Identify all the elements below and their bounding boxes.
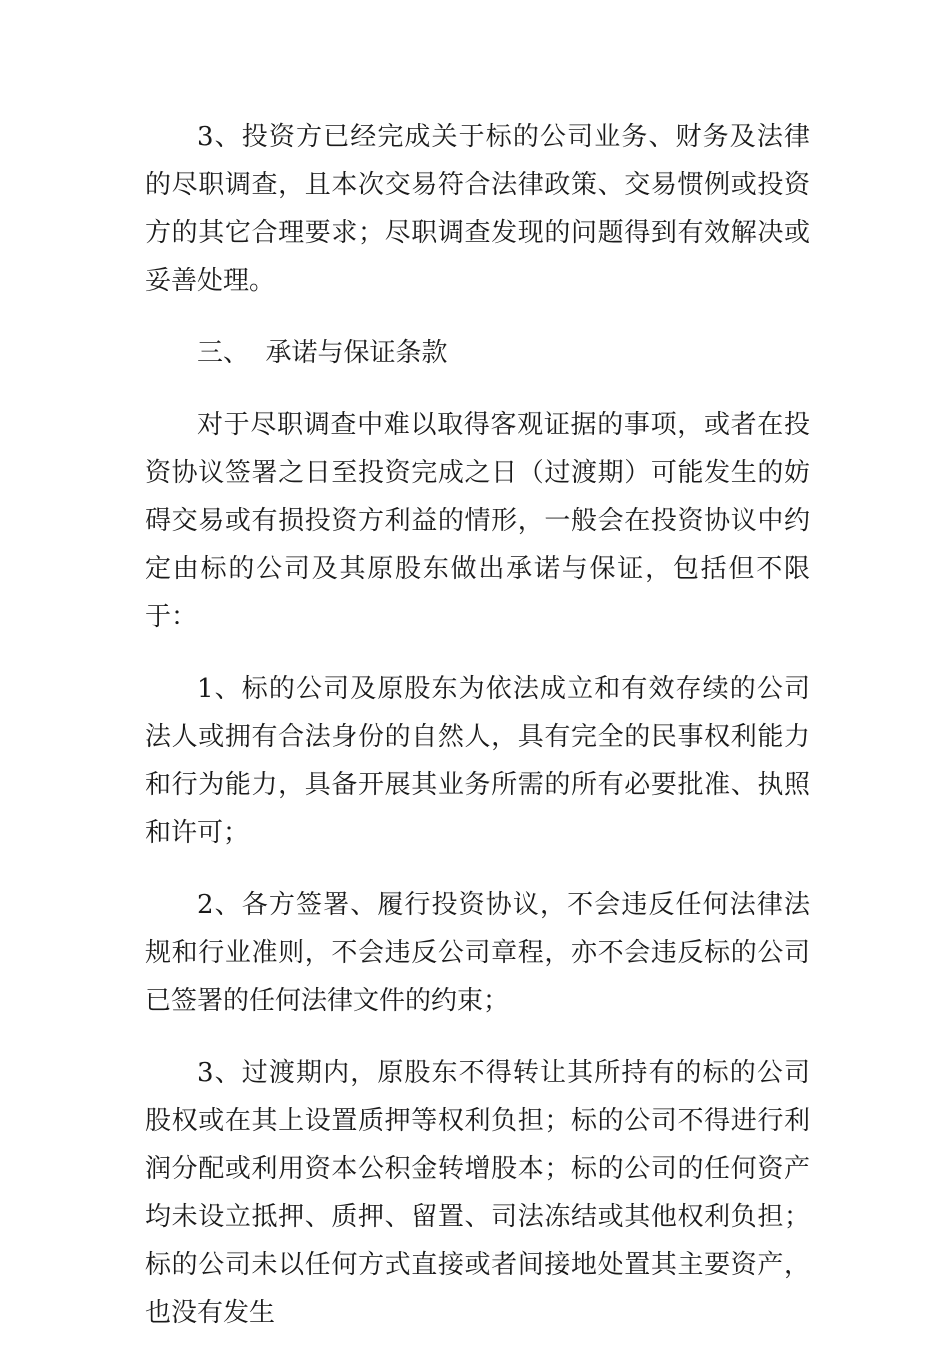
paragraph-due-diligence: 3、投资方已经完成关于标的公司业务、财务及法律的尽职调查，且本次交易符合法律政策、交易惯例或投资方的其它合理要求；尽职调查发现的问题得到有效解决或妥善处理。 [145,122,810,296]
document-body [145,113,810,1361]
paragraph-warranties-intro: 对于尽职调查中难以取得客观证据的事项，或者在投资协议签署之日至投资完成之日（过渡期）可能发生的妨碍交易或有损投资方利益的情形，一般会在投资协议中约定由标的公司及其原股东做出承诺与保证，包括但不限于： [145,410,810,632]
paragraph-item-3: 3、过渡期内，原股东不得转让其所持有的标的公司股权或在其上设置质押等权利负担；标的公司不得进行利润分配或利用资本公积金转增股本；标的公司的任何资产均未设立抵押、质押、留置、司法冻结或其他权利负担；标的公司未以任何方式直接或者间接地处置其主要资产，也没有发生 [145,1058,810,1328]
paragraph-item-2: 2、各方签署、履行投资协议，不会违反任何法律法规和行业准则，不会违反公司章程，亦不会违反标的公司已签署的任何法律文件的约束； [145,890,810,1016]
paragraph-item-1: 1、标的公司及原股东为依法成立和有效存续的公司法人或拥有合法身份的自然人，具有完全的民事权利能力和行为能力，具备开展其业务所需的所有必要批准、执照和许可； [145,674,810,848]
section-heading-warranties: 三、 承诺与保证条款 [197,338,448,368]
